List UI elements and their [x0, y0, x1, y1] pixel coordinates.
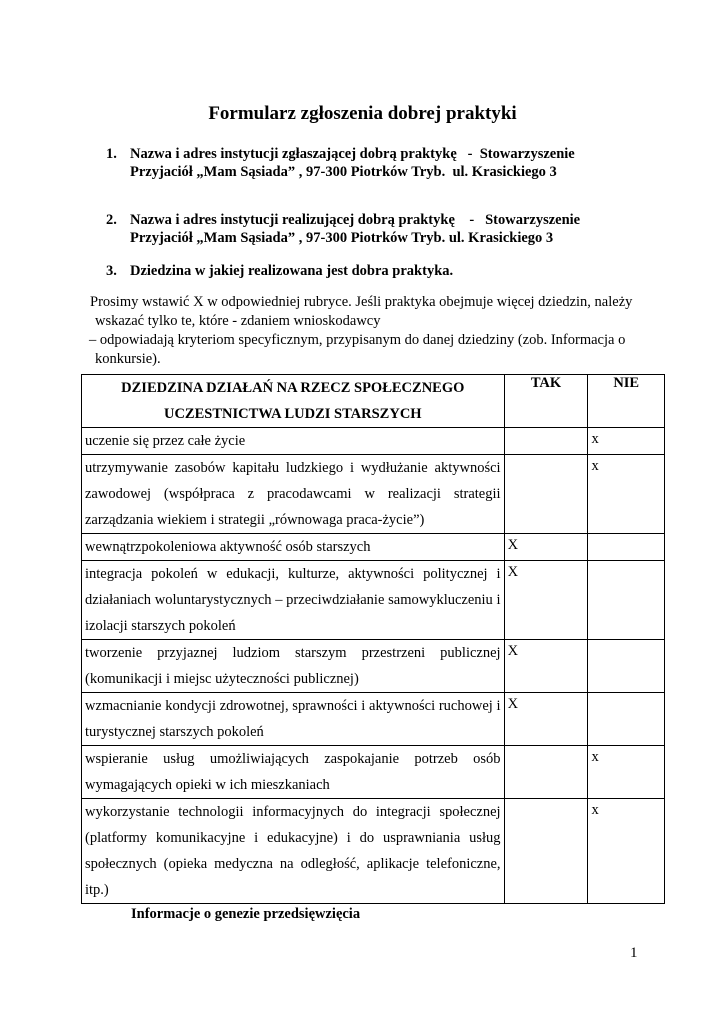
tak-cell[interactable]: X — [504, 561, 588, 640]
tak-cell[interactable] — [504, 799, 588, 904]
instructions-paragraph — [84, 293, 664, 369]
item-text — [130, 145, 630, 181]
nie-cell[interactable]: x — [588, 455, 665, 534]
nie-cell[interactable] — [588, 693, 665, 746]
table-row — [82, 428, 665, 455]
domain-cell: wewnątrzpokoleniowa aktywność osób starszych — [82, 534, 505, 561]
nie-cell[interactable]: x — [588, 746, 665, 799]
nie-cell[interactable] — [588, 640, 665, 693]
tak-cell[interactable] — [504, 746, 588, 799]
item-number: 3. — [106, 263, 117, 279]
header-line: DZIEDZINA DZIAŁAŃ NA RZECZ SPOŁECZNEGO — [121, 380, 465, 396]
domain-column-header — [82, 375, 505, 428]
domain-cell: uczenie się przez całe życie — [82, 428, 505, 455]
tak-cell[interactable]: X — [504, 534, 588, 561]
domain-cell: utrzymywanie zasobów kapitału ludzkiego i wydłużanie aktywności zawodowej (współpraca z pracodawcami w realizacji strategii zarządzania wiekiem i strategii „równowaga praca-życie”) — [82, 455, 505, 534]
yes-column-header: TAK — [504, 375, 588, 428]
no-column-header: NIE — [588, 375, 665, 428]
table-row — [82, 640, 665, 693]
domain-cell: integracja pokoleń w edukacji, kulturze, aktywności politycznej i działaniach woluntarystycznych – przeciwdziałanie samowykluczeniu i izolacji starszych pokoleń — [82, 561, 505, 640]
item-line: Dziedzina w jakiej realizowana jest dobra praktyka. — [130, 263, 454, 279]
tak-cell[interactable] — [504, 428, 588, 455]
page-number: 1 — [630, 945, 638, 961]
table-row — [82, 746, 665, 799]
nie-cell[interactable]: x — [588, 799, 665, 904]
instruction-line: – odpowiadają kryteriom specyficznym, przypisanym do danej dziedziny (zob. Informacja o — [89, 332, 626, 348]
item-text — [130, 262, 630, 280]
domain-cell: wykorzystanie technologii informacyjnych do integracji społecznej (platformy komunikacyjne i edukacyjne) i do usprawniania usług społecznych (opieka medyczna na odległość, aplikacje telefoniczne, itp.) — [82, 799, 505, 904]
tak-cell[interactable] — [504, 455, 588, 534]
instruction-line: wskazać tylko te, które - zdaniem wnioskodawcy — [95, 313, 381, 329]
item-line: Przyjaciół „Mam Sąsiada” , 97-300 Piotrków Tryb. ul. Krasickiego 3 — [130, 164, 557, 180]
table-row — [82, 799, 665, 904]
section-subheading: Informacje o genezie przedsięwzięcia — [131, 906, 361, 922]
domain-cell: wzmacnianie kondycji zdrowotnej, sprawności i aktywności ruchowej i turystycznej starszych pokoleń — [82, 693, 505, 746]
item-text — [130, 211, 630, 247]
tak-cell[interactable]: X — [504, 640, 588, 693]
item-line: Przyjaciół „Mam Sąsiada” , 97-300 Piotrków Tryb. ul. Krasickiego 3 — [130, 230, 554, 246]
header-line: UCZESTNICTWA LUDZI STARSZYCH — [163, 406, 422, 422]
nie-cell[interactable] — [588, 534, 665, 561]
table-row — [82, 534, 665, 561]
instruction-line: Prosimy wstawić X w odpowiedniej rubryce. Jeśli praktyka obejmuje więcej dziedzin, należy — [90, 294, 633, 310]
tak-cell[interactable]: X — [504, 693, 588, 746]
table-row — [82, 561, 665, 640]
item-line: Nazwa i adres instytucji zgłaszającej dobrą praktykę - Stowarzyszenie — [130, 146, 575, 162]
item-number: 1. — [106, 146, 117, 162]
domains-table — [81, 374, 665, 904]
table-row — [82, 455, 665, 534]
item-number: 2. — [106, 212, 117, 228]
page-title: Formularz zgłoszenia dobrej praktyki — [208, 103, 517, 124]
nie-cell[interactable]: x — [588, 428, 665, 455]
item-line: Nazwa i adres instytucji realizującej dobrą praktykę - Stowarzyszenie — [130, 212, 581, 228]
domain-cell: tworzenie przyjaznej ludziom starszym przestrzeni publicznej (komunikacji i miejsc użyteczności publicznej) — [82, 640, 505, 693]
table-row — [82, 693, 665, 746]
nie-cell[interactable] — [588, 561, 665, 640]
table-header-row — [82, 375, 665, 428]
instruction-line: konkursie). — [95, 351, 161, 367]
domain-cell: wspieranie usług umożliwiających zaspokajanie potrzeb osób wymagających opieki w ich mieszkaniach — [82, 746, 505, 799]
